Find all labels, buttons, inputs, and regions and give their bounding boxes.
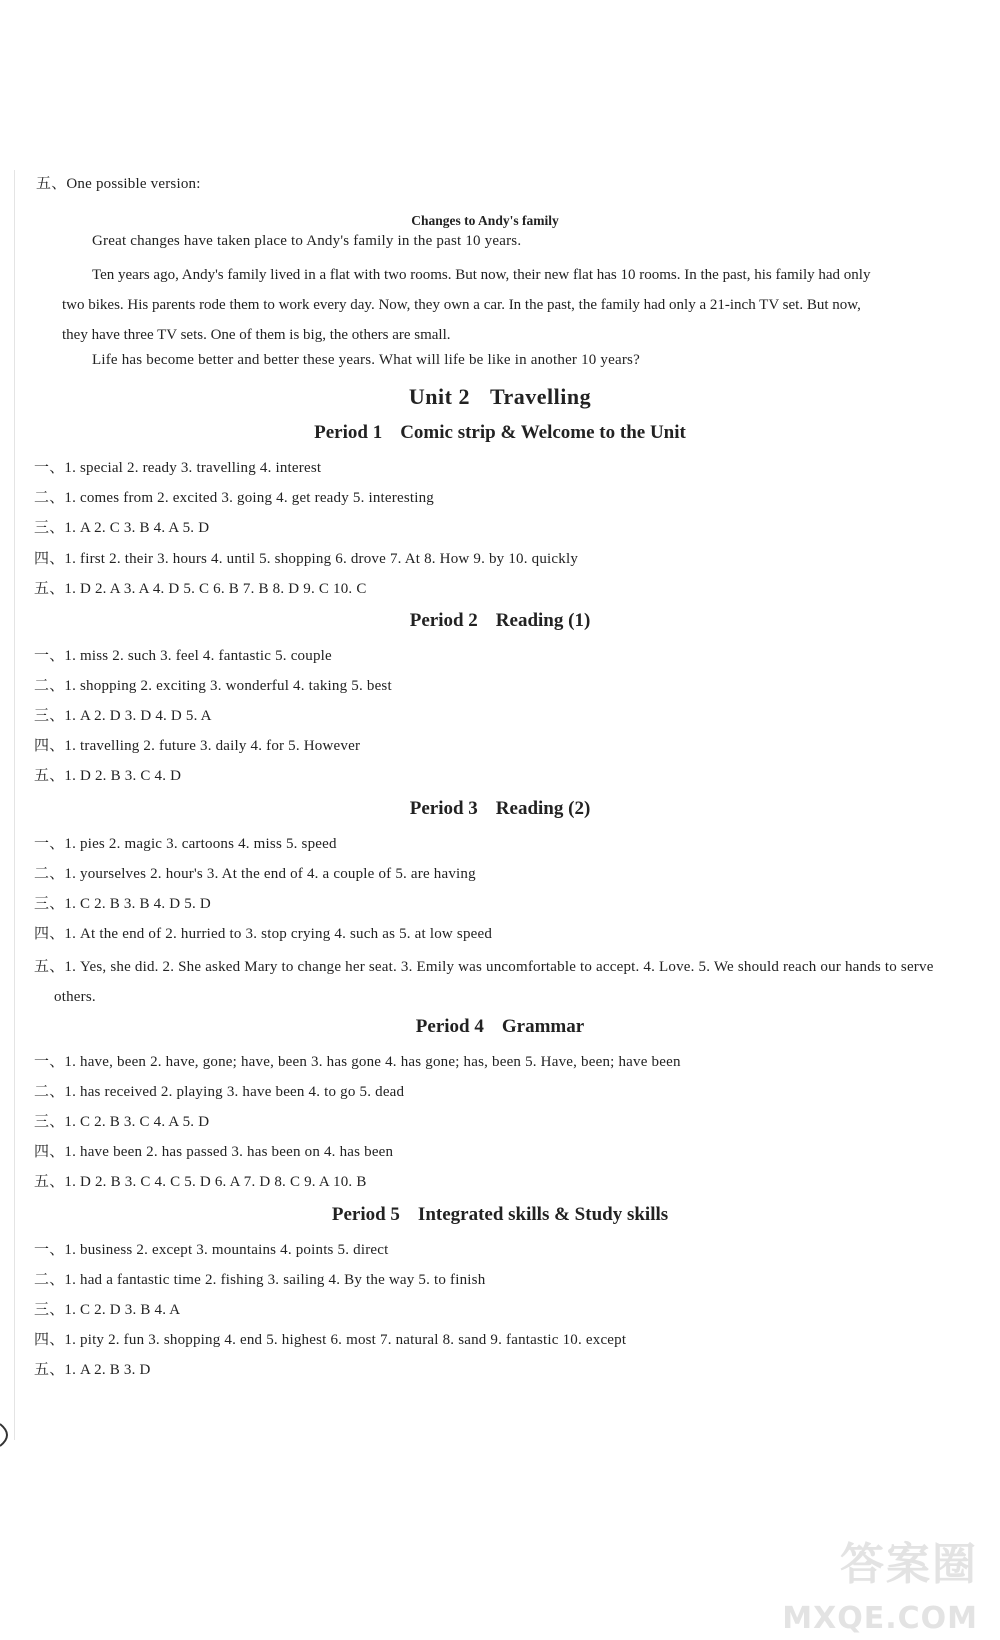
period-heading	[0, 1204, 1000, 1226]
answer-row: 五、1. Yes, she did. 2. She asked Mary to change her seat. 3. Emily was uncomfortable to accept. 4. Love. 5. We should reach our hands to serve others.	[34, 959, 934, 1005]
answer-row: 一、1. special 2. ready 3. travelling 4. interest	[34, 460, 322, 476]
essay-paragraph-2: Ten years ago, Andy's family lived in a flat with two rooms. But now, their new flat has 10 rooms. In the past, his family had only two bikes. His parents rode them to work every day. Now, they own a car. In the past, the family had only a 21-inch TV set. But now, they have three TV sets. One of them is big, the others are small.	[62, 267, 871, 343]
answer-row: 五、1. D 2. B 3. C 4. C 5. D 6. A 7. D 8. C 9. A 10. B	[34, 1174, 367, 1190]
essay-intro: 五、One possible version:	[36, 176, 201, 192]
period-name: Reading (1)	[495, 610, 591, 631]
answer-row: 四、1. At the end of 2. hurried to 3. stop crying 4. such as 5. at low speed	[34, 926, 493, 942]
period-heading	[0, 422, 1000, 444]
answer-row: 二、1. had a fantastic time 2. fishing 3. sailing 4. By the way 5. to finish	[34, 1272, 486, 1288]
answer-row: 三、1. C 2. B 3. C 4. A 5. D	[34, 1114, 210, 1130]
period-heading	[0, 798, 1000, 820]
period-name: Integrated skills & Study skills	[417, 1204, 669, 1225]
answer-row: 五、1. A 2. B 3. D	[34, 1362, 151, 1378]
unit-name: Travelling	[489, 384, 592, 409]
period-heading	[0, 1016, 1000, 1038]
period-name: Reading (2)	[495, 798, 591, 819]
answer-row: 四、1. travelling 2. future 3. daily 4. for 5. However	[34, 738, 361, 754]
period-name: Comic strip & Welcome to the Unit	[400, 422, 686, 443]
answer-row: 四、1. first 2. their 3. hours 4. until 5. shopping 6. drove 7. At 8. How 9. by 10. quickly	[34, 551, 579, 567]
answer-row: 一、1. pies 2. magic 3. cartoons 4. miss 5. speed	[34, 836, 337, 852]
watermark-logo	[782, 1528, 978, 1636]
answer-row: 四、1. pity 2. fun 3. shopping 4. end 5. highest 6. most 7. natural 8. sand 9. fantastic 10. except	[34, 1332, 627, 1348]
watermark-bottom-text: MXQE.COM	[782, 1601, 978, 1636]
essay-paragraph-3: Life has become better and better these years. What will life be like in another 10 years?	[92, 352, 640, 368]
essay-paragraph-1: Great changes have taken place to Andy's family in the past 10 years.	[92, 233, 522, 249]
answer-row: 四、1. have been 2. has passed 3. has been on 4. has been	[34, 1144, 394, 1160]
answer-row: 二、1. comes from 2. excited 3. going 4. get ready 5. interesting	[34, 490, 435, 506]
answer-row: 二、1. shopping 2. exciting 3. wonderful 4. taking 5. best	[34, 678, 392, 694]
page-corner-icon	[0, 1420, 22, 1450]
period-name: Grammar	[501, 1016, 585, 1037]
unit-number: Unit 2	[408, 384, 470, 409]
answer-row: 一、1. have, been 2. have, gone; have, been 3. has gone 4. has gone; has, been 5. Have, been; have been	[34, 1054, 681, 1070]
answer-row: 二、1. has received 2. playing 3. have been 4. to go 5. dead	[34, 1084, 405, 1100]
unit-title	[0, 384, 1000, 410]
essay-title: Changes to Andy's family	[411, 213, 559, 228]
answer-row: 三、1. A 2. D 3. D 4. D 5. A	[34, 708, 212, 724]
period-label: Period 1	[314, 422, 383, 443]
answer-row: 三、1. C 2. D 3. B 4. A	[34, 1302, 181, 1318]
answer-row: 一、1. business 2. except 3. mountains 4. points 5. direct	[34, 1242, 389, 1258]
period-label: Period 4	[415, 1016, 484, 1037]
answer-row: 三、1. C 2. B 3. B 4. D 5. D	[34, 896, 211, 912]
period-label: Period 2	[409, 610, 478, 631]
answer-row: 三、1. A 2. C 3. B 4. A 5. D	[34, 520, 210, 536]
answer-row: 二、1. yourselves 2. hour's 3. At the end of 4. a couple of 5. are having	[34, 866, 476, 882]
answer-row: 五、1. D 2. A 3. A 4. D 5. C 6. B 7. B 8. D 9. C 10. C	[34, 581, 367, 597]
period-label: Period 5	[331, 1204, 400, 1225]
answer-row: 一、1. miss 2. such 3. feel 4. fantastic 5. couple	[34, 648, 332, 664]
watermark-top-text: 答案圈	[840, 1539, 978, 1590]
period-label: Period 3	[409, 798, 478, 819]
period-heading	[0, 610, 1000, 632]
answer-row: 五、1. D 2. B 3. C 4. D	[34, 768, 182, 784]
